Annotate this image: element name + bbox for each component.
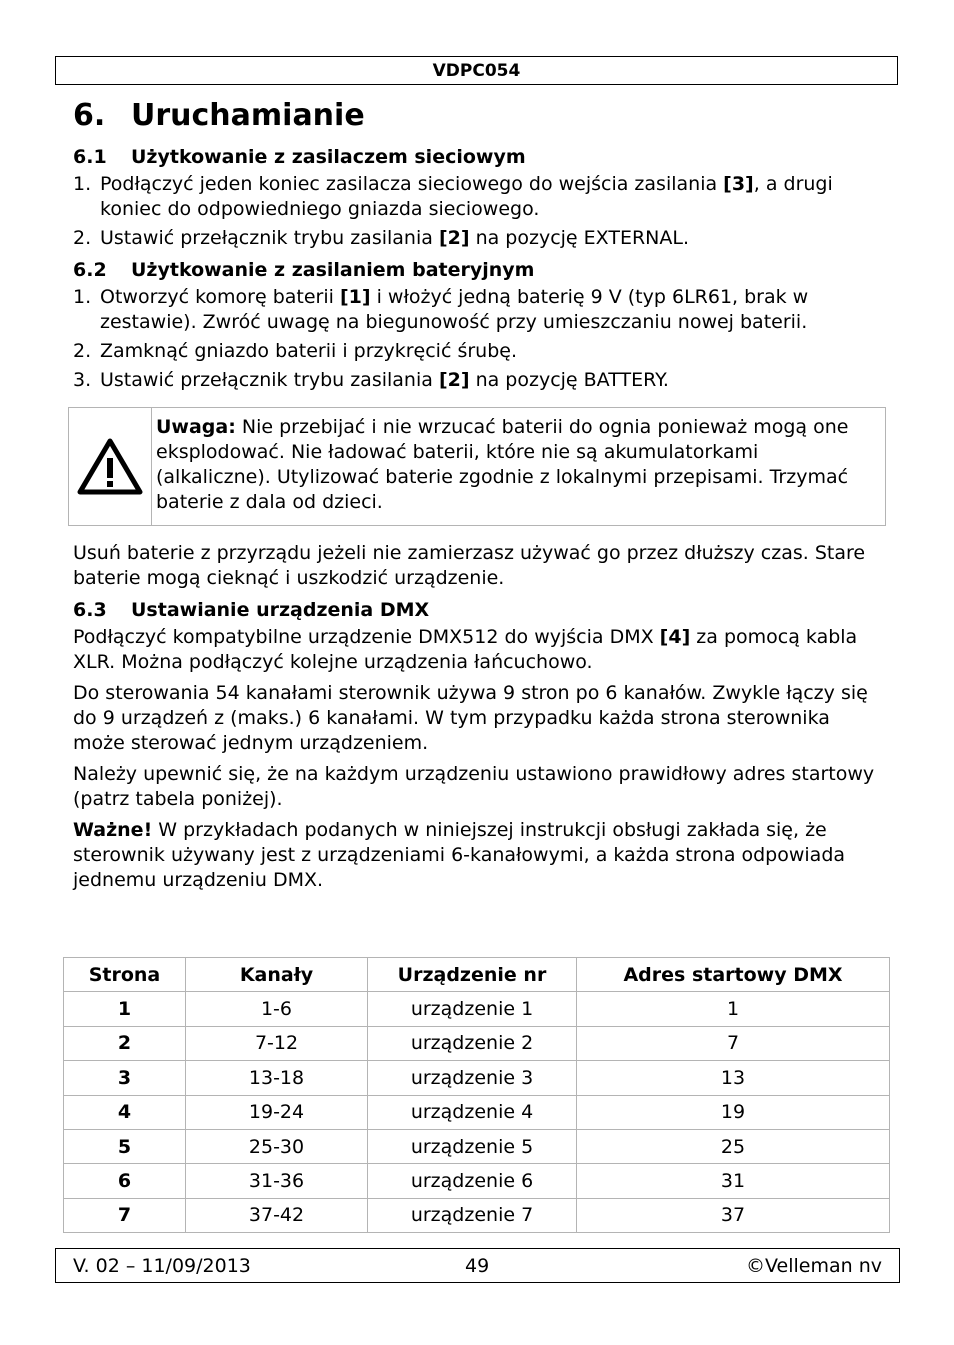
list-item: 1. Otworzyć komorę baterii [1] i włożyć jedną baterię 9 V (typ 6LR61, brak w zestawie). Zwróć uwagę na biegunowość przy umieszczaniu nowej baterii. xyxy=(73,286,809,333)
table-row: 5 25-30 urządzenie 5 25 xyxy=(64,1129,890,1163)
dmx-paragraph-3: Należy upewnić się, że na każdym urządzeniu ustawiono prawidłowy adres startowy (patrz tabela poniżej). xyxy=(73,763,875,810)
column-header: Strona xyxy=(64,958,186,992)
table-row: 6 31-36 urządzenie 6 31 xyxy=(64,1164,890,1198)
footer-copyright: ©Velleman nv xyxy=(746,1255,882,1277)
footer-version: V. 02 – 11/09/2013 xyxy=(73,1255,251,1277)
dmx-paragraph-4: Ważne! W przykładach podanych w niniejszej instrukcji obsługi zakłada się, że sterownik używany jest z urządzeniami 6-kanałowymi, a każda strona odpowiada jednemu urządzeniu DMX. xyxy=(73,819,846,891)
warning-triangle-icon xyxy=(77,438,143,496)
table-row: 2 7-12 urządzenie 2 7 xyxy=(64,1026,890,1060)
table-row: 3 13-18 urządzenie 3 13 xyxy=(64,1061,890,1095)
subsection-6-3-title: 6.3 Ustawianie urządzenia DMX xyxy=(73,599,430,621)
list-item: 2. Zamknąć gniazdo baterii i przykręcić śrubę. xyxy=(73,340,517,362)
dmx-paragraph-1: Podłączyć kompatybilne urządzenie DMX512 do wyjścia DMX [4] za pomocą kabla XLR. Można podłączyć kolejne urządzenia łańcuchowo. xyxy=(73,626,858,673)
battery-note: Usuń baterie z przyrządu jeżeli nie zamierzasz używać go przez dłuższy czas. Stare baterie mogą cieknąć i uszkodzić urządzenie. xyxy=(73,542,866,589)
subsection-6-2-title: 6.2 Użytkowanie z zasilaniem bateryjnym xyxy=(73,259,535,281)
footer-page-number: 49 xyxy=(465,1255,490,1277)
list-6-1 xyxy=(73,172,883,251)
page-footer xyxy=(55,1248,900,1283)
column-header: Adres startowy DMX xyxy=(577,958,890,992)
dmx-address-table xyxy=(63,957,890,1233)
warning-box xyxy=(68,407,886,526)
header-model: VDPC054 xyxy=(55,56,898,85)
warning-text: Uwaga: Nie przebijać i nie wrzucać baterii do ognia ponieważ mogą one eksplodować. Nie ładować baterii, które nie są akumulatorkami (alkaliczne). Utylizować baterie zgodnie z lokalnymi przepisami. Trzymać baterie z dala od dzieci. xyxy=(156,416,849,513)
page-content xyxy=(73,96,883,893)
dmx-paragraph-2: Do sterowania 54 kanałami sterownik używa 9 stron po 6 kanałów. Zwykle łączy się do 9 urządzeń z (maks.) 6 kanałami. W tym przypadku każda strona sterownika może sterować jednym urządzeniem. xyxy=(73,682,868,754)
table-header-row xyxy=(64,958,890,992)
table-row: 4 19-24 urządzenie 4 19 xyxy=(64,1095,890,1129)
list-item: 1. Podłączyć jeden koniec zasilacza sieciowego do wejścia zasilania [3], a drugi koniec do odpowiedniego gniazda sieciowego. xyxy=(73,173,833,220)
list-item: 2. Ustawić przełącznik trybu zasilania [2] na pozycję EXTERNAL. xyxy=(73,227,689,249)
column-header: Kanały xyxy=(186,958,368,992)
list-item: 3. Ustawić przełącznik trybu zasilania [2] na pozycję BATTERY. xyxy=(73,369,669,391)
section-title: 6. Uruchamianie xyxy=(73,98,365,133)
list-6-2 xyxy=(73,285,883,393)
table-row: 7 37-42 urządzenie 7 37 xyxy=(64,1198,890,1232)
subsection-6-1-title: 6.1 Użytkowanie z zasilaczem sieciowym xyxy=(73,146,526,168)
column-header: Urządzenie nr xyxy=(368,958,577,992)
table-row: 1 1-6 urządzenie 1 1 xyxy=(64,992,890,1026)
